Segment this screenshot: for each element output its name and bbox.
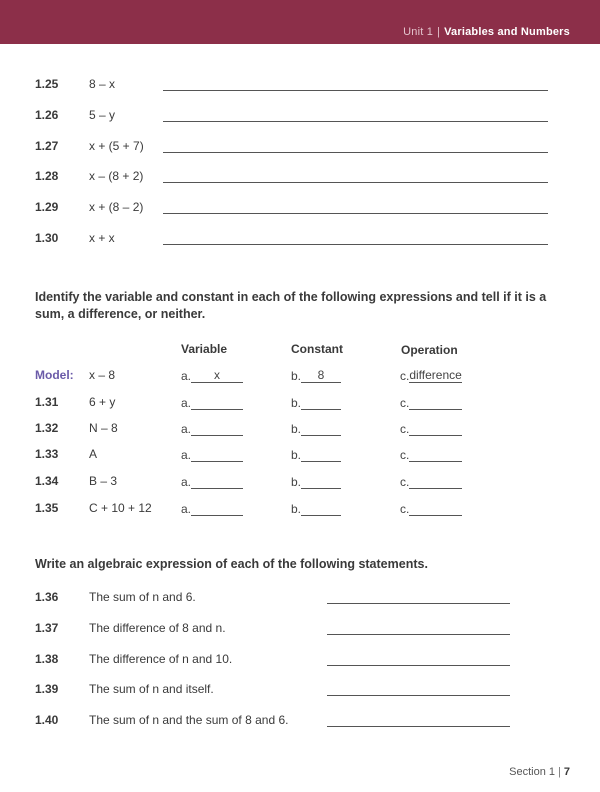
exercise-row [0, 421, 600, 441]
exercise-expression: x + (5 + 7) [89, 139, 144, 153]
variable-answer[interactable] [181, 501, 243, 516]
constant-value: 8 [301, 368, 341, 383]
statement-row [0, 621, 600, 641]
variable-value: x [191, 368, 243, 383]
exercise-row [0, 77, 600, 97]
constant-answer[interactable] [291, 421, 341, 436]
operation-blank[interactable] [409, 474, 462, 489]
exercise-number: 1.33 [35, 447, 59, 461]
footer-separator: | [558, 766, 561, 778]
operation-answer[interactable] [400, 395, 462, 410]
prefix-c: c. [400, 396, 410, 410]
variable-answer [181, 368, 243, 383]
answer-line[interactable] [327, 634, 510, 635]
operation-answer[interactable] [400, 474, 462, 489]
exercise-number: 1.29 [35, 200, 59, 214]
constant-answer[interactable] [291, 474, 341, 489]
prefix-a: a. [181, 502, 192, 516]
exercise-row [0, 447, 600, 467]
operation-blank[interactable] [409, 501, 462, 516]
exercise-expression: N – 8 [89, 421, 118, 435]
prefix-c: c. [400, 422, 410, 436]
variable-blank[interactable] [191, 447, 243, 462]
variable-blank[interactable] [191, 421, 243, 436]
statement-row [0, 652, 600, 672]
section-instruction: Identify the variable and constant in each of the following expressions and tell if it is a sum, a difference, or neither. [35, 290, 547, 321]
statement-text: The difference of n and 10. [89, 652, 233, 666]
constant-answer[interactable] [291, 501, 341, 516]
constant-blank[interactable] [301, 447, 341, 462]
statement-text: The sum of n and 6. [89, 590, 196, 604]
prefix-b: b. [291, 422, 302, 436]
exercise-row [0, 169, 600, 189]
exercise-row [0, 139, 600, 159]
exercise-number: 1.26 [35, 108, 59, 122]
operation-answer[interactable] [400, 501, 462, 516]
header-bar [0, 0, 600, 44]
exercise-number: 1.35 [35, 501, 59, 515]
statement-row [0, 682, 600, 702]
prefix-a: a. [181, 475, 192, 489]
exercise-row [0, 395, 600, 415]
constant-answer[interactable] [291, 447, 341, 462]
prefix-c: c. [400, 369, 410, 383]
header-separator: | [437, 26, 441, 38]
answer-line[interactable] [327, 695, 510, 696]
answer-line[interactable] [163, 121, 548, 122]
column-header-constant: Constant [291, 342, 343, 356]
statement-row [0, 713, 600, 733]
exercise-number: 1.40 [35, 713, 59, 727]
exercise-number: 1.38 [35, 652, 59, 666]
constant-blank[interactable] [301, 421, 341, 436]
header-title: Variables and Numbers [444, 26, 570, 38]
model-row [0, 368, 600, 388]
answer-line[interactable] [163, 182, 548, 183]
constant-answer[interactable] [291, 395, 341, 410]
operation-value: difference [409, 368, 462, 382]
section-instruction: Write an algebraic expression of each of the following statements. [35, 557, 428, 571]
model-expression: x – 8 [89, 368, 116, 382]
prefix-b: b. [291, 448, 302, 462]
exercise-expression: C + 10 + 12 [89, 501, 152, 515]
answer-line[interactable] [327, 603, 510, 604]
prefix-a: a. [181, 448, 192, 462]
model-label: Model: [35, 368, 74, 382]
exercise-row [0, 231, 600, 251]
exercise-number: 1.39 [35, 682, 59, 696]
prefix-c: c. [400, 502, 410, 516]
header-unit: Unit 1 [403, 26, 434, 38]
prefix-b: b. [291, 502, 302, 516]
operation-answer [400, 368, 462, 383]
exercise-number: 1.37 [35, 621, 59, 635]
prefix-b: b. [291, 475, 302, 489]
exercise-row [0, 501, 600, 521]
exercise-expression: x + (8 – 2) [89, 200, 144, 214]
prefix-a: a. [181, 396, 192, 410]
exercise-row [0, 200, 600, 220]
prefix-c: c. [400, 475, 410, 489]
exercise-number: 1.36 [35, 590, 59, 604]
constant-blank[interactable] [301, 395, 341, 410]
answer-line[interactable] [327, 665, 510, 666]
operation-blank[interactable] [409, 421, 462, 436]
answer-line[interactable] [327, 726, 510, 727]
variable-answer[interactable] [181, 447, 243, 462]
column-header-operation: Operation [401, 343, 458, 357]
statement-text: The difference of 8 and n. [89, 621, 226, 635]
statement-row [0, 590, 600, 610]
variable-blank[interactable] [191, 501, 243, 516]
answer-line[interactable] [163, 90, 548, 91]
operation-blank[interactable] [409, 395, 462, 410]
answer-line[interactable] [163, 213, 548, 214]
variable-blank[interactable] [191, 474, 243, 489]
exercise-expression: A [89, 447, 98, 461]
statement-text: The sum of n and the sum of 8 and 6. [89, 713, 289, 727]
prefix-a: a. [181, 422, 192, 436]
exercise-expression: 6 + y [89, 395, 116, 409]
variable-blank[interactable] [191, 395, 243, 410]
exercise-expression: x + x [89, 231, 115, 245]
exercise-row [0, 474, 600, 494]
exercise-number: 1.31 [35, 395, 59, 409]
variable-answer[interactable] [181, 395, 243, 410]
exercise-number: 1.28 [35, 169, 59, 183]
prefix-a: a. [181, 369, 192, 383]
operation-answer[interactable] [400, 447, 462, 462]
exercise-number: 1.27 [35, 139, 59, 153]
page-footer [509, 766, 570, 778]
exercise-row [0, 108, 600, 128]
exercise-expression: 5 – y [89, 108, 116, 122]
exercise-expression: 8 – x [89, 77, 116, 91]
exercise-number: 1.34 [35, 474, 59, 488]
operation-answer[interactable] [400, 421, 462, 436]
column-header-variable: Variable [181, 342, 228, 356]
exercise-expression: B – 3 [89, 474, 118, 488]
prefix-c: c. [400, 448, 410, 462]
prefix-b: b. [291, 396, 302, 410]
exercise-number: 1.25 [35, 77, 59, 91]
exercise-number: 1.32 [35, 421, 59, 435]
constant-blank[interactable] [301, 501, 341, 516]
exercise-number: 1.30 [35, 231, 59, 245]
operation-blank[interactable] [409, 447, 462, 462]
variable-answer[interactable] [181, 474, 243, 489]
running-header [403, 26, 570, 38]
page-number: 7 [563, 766, 570, 778]
answer-line[interactable] [163, 152, 548, 153]
variable-answer[interactable] [181, 421, 243, 436]
footer-section: Section 1 [509, 766, 556, 778]
constant-answer [291, 368, 341, 383]
prefix-b: b. [291, 369, 302, 383]
statement-text: The sum of n and itself. [89, 682, 214, 696]
constant-blank[interactable] [301, 474, 341, 489]
answer-line[interactable] [163, 244, 548, 245]
exercise-expression: x – (8 + 2) [89, 169, 144, 183]
